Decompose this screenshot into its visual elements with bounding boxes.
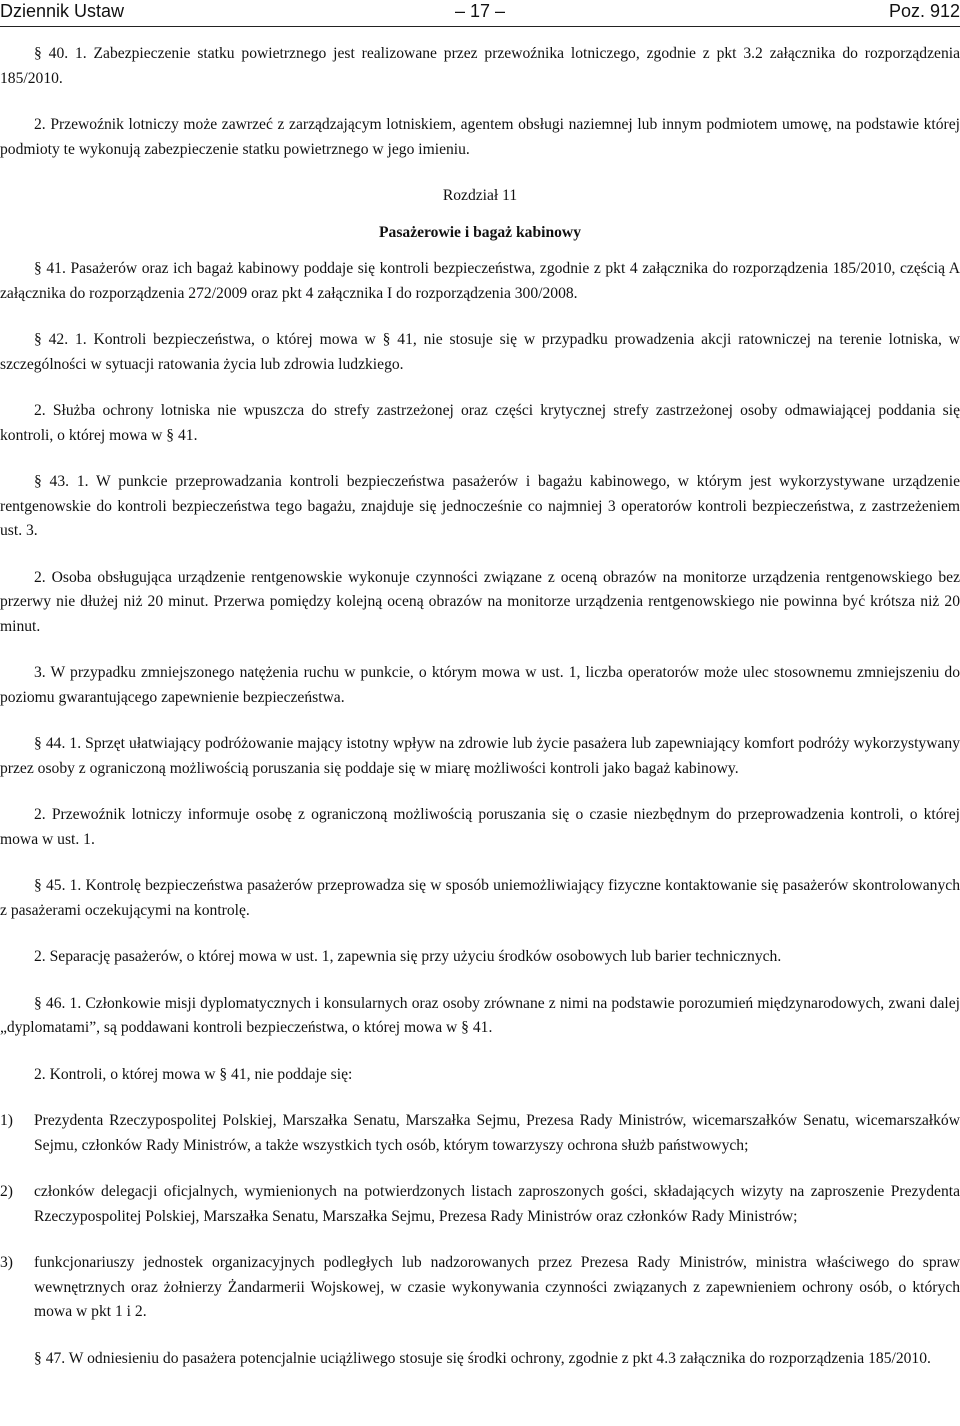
list-item-text: członków delegacji oficjalnych, wymienionych na potwierdzonych listach zaproszonych gości, składających wizyty na zaproszenie Prezydenta Rzeczypospolitej Polskiej, Marszałka Senatu, Marszałka Sejmu, Prezesa Rady Ministrów oraz członków Rady Ministrów; [34,1183,960,1225]
list-item-text: Prezydenta Rzeczypospolitej Polskiej, Marszałka Senatu, Marszałka Sejmu, Prezesa Rady Ministrów, wicemarszałków Senatu, wicemarszałków Sejmu, członków Rady Ministrów, a także wszystkich tych osób, którym towarzyszy ochrona służb państwowych; [34,1112,960,1154]
paragraph-45-2: 2. Separację pasażerów, o której mowa w ust. 1, zapewnia się przy użyciu środków osobowych lub barier technicznych. [34,948,782,965]
paragraph-43-3: 3. W przypadku zmniejszonego natężenia ruchu w punkcie, o którym mowa w ust. 1, liczba operatorów może ulec stosownemu zmniejszeniu do poziomu gwarantującego zapewnienie bezpieczeństwa. [0,664,960,706]
paragraph-40-1: § 40. 1. Zabezpieczenie statku powietrznego jest realizowane przez przewoźnika lotniczego, zgodnie z pkt 3.2 załącznika do rozporządzenia 185/2010. [0,45,960,87]
list-item-text: funkcjonariuszy jednostek organizacyjnych podległych lub nadzorowanych przez Prezesa Rady Ministrów, ministra właściwego do spraw wewnętrznych oraz żołnierzy Żandarmerii Wojskowej, w czasie wykonywania czynności związanych z zapewnieniem ochrony osób, o których mowa w pkt 1 i 2. [34,1254,960,1320]
chapter-heading: Rozdział 11 [442,187,518,204]
chapter-title: Pasażerowie i bagaż kabinowy [379,223,581,241]
list-item [0,1251,960,1325]
page-number: – 17 – [454,1,506,21]
paragraph-43-1: § 43. 1. W punkcie przeprowadzania kontroli bezpieczeństwa pasażerów i bagażu kabinowego, w którym jest wykorzystywane urządzenie rentgenowskie do kontroli bezpieczeństwa tego bagażu, znajduje się jednocześnie co najmniej 3 operatorów kontroli bezpieczeństwa, z zastrzeżeniem ust. 3. [0,473,960,539]
position-number: Poz. 912 [888,1,960,21]
paragraph-44-2: 2. Przewoźnik lotniczy informuje osobę z ograniczoną możliwością poruszania się o czasie niezbędnym do przeprowadzenia kontroli, o której mowa w ust. 1. [0,806,960,848]
paragraph-44-1: § 44. 1. Sprzęt ułatwiający podróżowanie mający istotny wpływ na zdrowie lub życie pasażera lub zapewniający komfort podróży wykorzystywany przez osoby z ograniczoną możliwością poruszania się poddaje się w miarę możliwości kontroli jako bagaż kabinowy. [0,735,960,777]
paragraph-41: § 41. Pasażerów oraz ich bagaż kabinowy poddaje się kontroli bezpieczeństwa, zgodnie z pkt 4 załącznika do rozporządzenia 185/2010, częścią A załącznika do rozporządzenia 272/2009 oraz pkt 4 załącznika I do rozporządzenia 300/2008. [0,260,960,302]
page-header [0,0,960,27]
list-item [0,1180,960,1229]
list-item [0,1109,960,1158]
paragraph-40-2: 2. Przewoźnik lotniczy może zawrzeć z zarządzającym lotniskiem, agentem obsługi naziemnej lub innym podmiotem umowę, na podstawie której podmioty te wykonują zabezpieczenie statku powietrznego w jego imieniu. [0,116,960,158]
paragraph-42-1: § 42. 1. Kontroli bezpieczeństwa, o której mowa w § 41, nie stosuje się w przypadku prowadzenia akcji ratowniczej na terenie lotniska, w szczególności w sytuacji ratowania życia lub zdrowia ludzkiego. [0,331,960,373]
paragraph-43-2: 2. Osoba obsługująca urządzenie rentgenowskie wykonuje czynności związane z oceną obrazów na monitorze urządzenia rentgenowskiego bez przerwy nie dłużej niż 20 minut. Przerwa pomiędzy kolejną oceną obrazów na monitorze urządzenia rentgenowskiego nie powinna być krótsza niż 20 minut. [0,568,960,635]
paragraph-46-2: 2. Kontroli, o której mowa w § 41, nie poddaje się: [34,1065,353,1083]
journal-title: Dziennik Ustaw [0,1,125,21]
document-body [0,42,960,1371]
paragraph-45-1: § 45. 1. Kontrolę bezpieczeństwa pasażerów przeprowadza się w sposób uniemożliwiający fizyczne kontaktowanie się pasażerów skontrolowanych z pasażerami oczekującymi na kontrolę. [0,877,960,919]
paragraph-42-2: 2. Służba ochrony lotniska nie wpuszcza do strefy zastrzeżonej oraz części krytycznej strefy zastrzeżonej osoby odmawiającej poddania się kontroli, o której mowa w § 41. [0,402,960,444]
paragraph-47: § 47. W odniesieniu do pasażera potencjalnie uciążliwego stosuje się środki ochrony, zgodnie z pkt 4.3 załącznika do rozporządzenia 185/2010. [34,1349,931,1367]
list-item-number: 1) [0,1112,13,1129]
list-item-number: 3) [0,1254,13,1271]
paragraph-46-1: § 46. 1. Członkowie misji dyplomatycznych i konsularnych oraz osoby zrównane z nimi na podstawie porozumień międzynarodowych, zwani dalej „dyplomatami”, są poddawani kontroli bezpieczeństwa, o której mowa w § 41. [0,994,960,1036]
list-item-number: 2) [0,1183,13,1200]
